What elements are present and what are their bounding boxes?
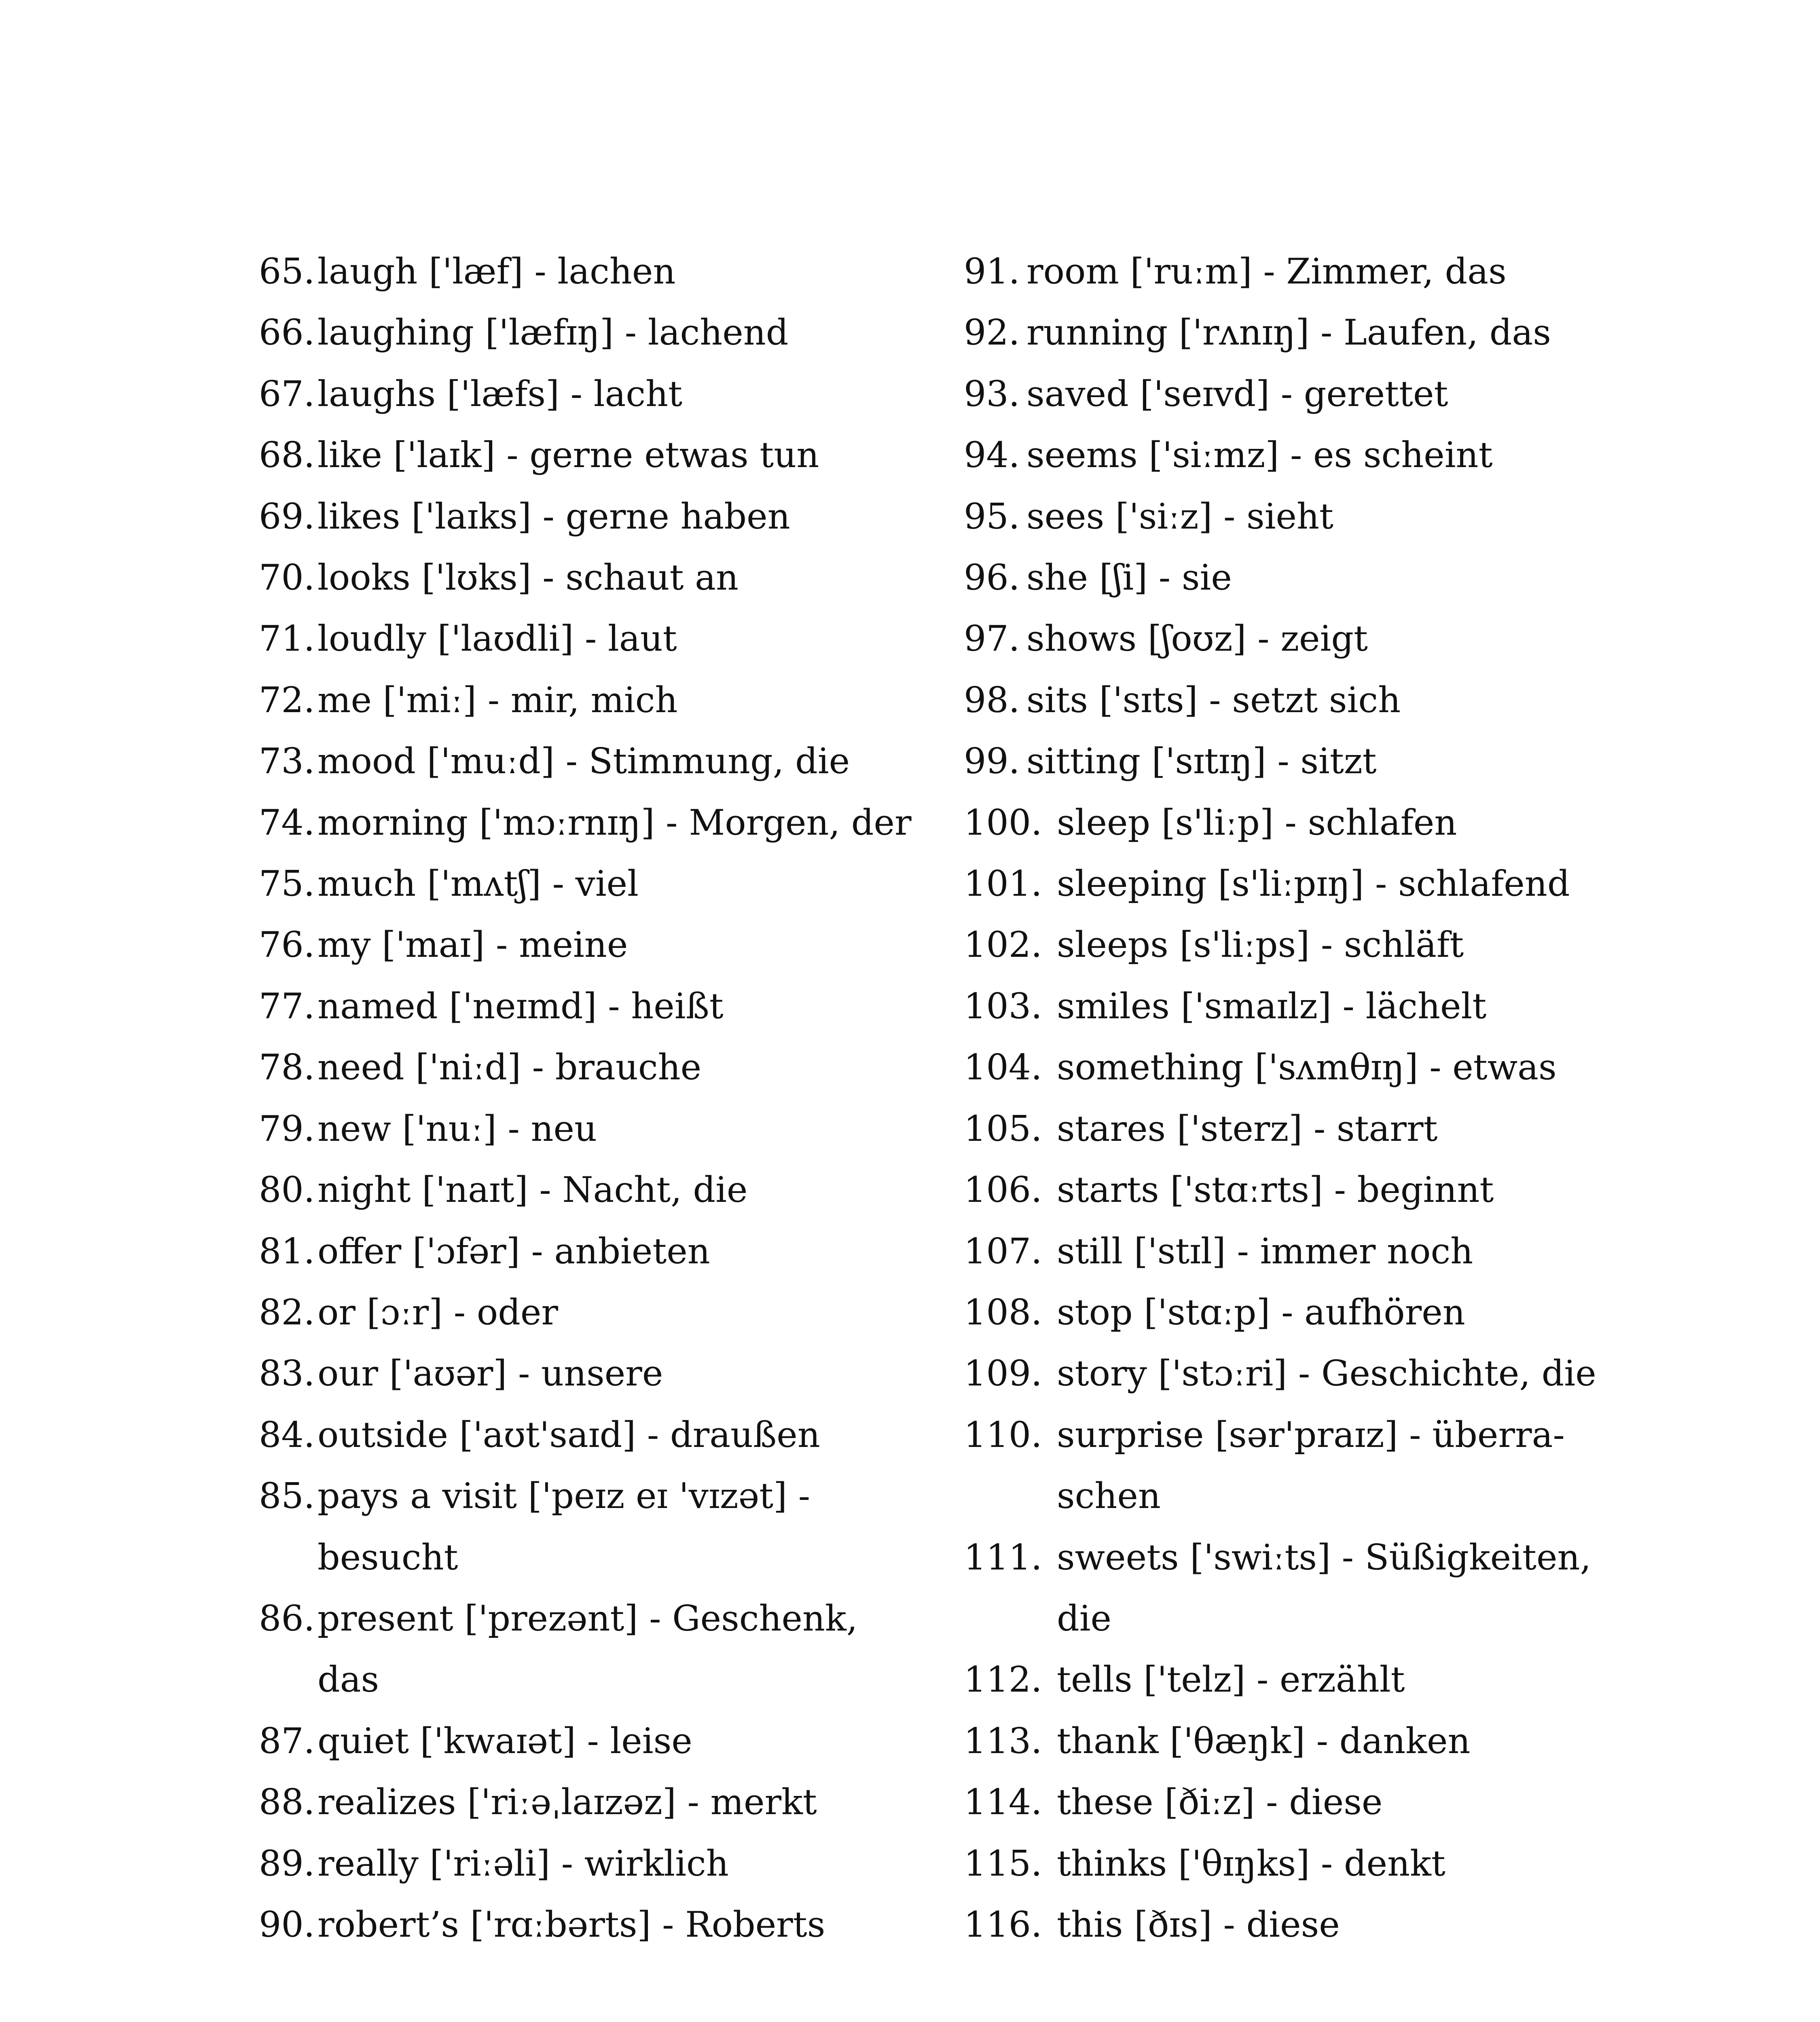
entry-number: 81.: [259, 1230, 315, 1272]
vocabulary-entry: [964, 1527, 1651, 1650]
vocabulary-entry: [259, 1711, 922, 1772]
entry-number: 97.: [964, 618, 1020, 660]
entry-number: 98.: [964, 679, 1020, 721]
entry-text: likes ['laɪks] - gerne haben: [317, 495, 790, 537]
entry-text: thank ['θæŋk] - danken: [1057, 1720, 1471, 1762]
entry-text: these [ðiːz] - diese: [1057, 1781, 1383, 1823]
entry-text: smiles ['smaɪlz] - lächelt: [1057, 985, 1487, 1027]
vocabulary-entry: [259, 1833, 922, 1894]
vocabulary-entry: [259, 1404, 922, 1466]
entry-text: shows [ʃoʊz] - zeigt: [1026, 618, 1368, 660]
vocabulary-entry: [259, 1894, 922, 1955]
entry-number: 66.: [259, 312, 315, 353]
entry-text: really ['riːəli] - wirklich: [317, 1842, 729, 1884]
entry-number: 102.: [964, 924, 1042, 966]
entry-text: seems ['siːmz] - es scheint: [1026, 434, 1493, 476]
entry-text: present ['prezənt] - Geschenk, das: [317, 1597, 858, 1701]
entry-text: named ['neɪmd] - heißt: [317, 985, 724, 1027]
entry-number: 106.: [964, 1169, 1042, 1211]
vocabulary-entry: [964, 1404, 1651, 1527]
entry-number: 113.: [964, 1720, 1042, 1762]
entry-text: surprise [sər'praɪz] - überraschen: [1057, 1414, 1565, 1517]
entry-text: quiet ['kwaɪət] - leise: [317, 1720, 692, 1762]
entry-number: 85.: [259, 1475, 315, 1517]
entry-text: sits ['sɪts] - setzt sich: [1026, 679, 1401, 721]
entry-number: 105.: [964, 1108, 1042, 1149]
entry-text: saved ['seɪvd] - gerettet: [1026, 373, 1448, 415]
entry-number: 82.: [259, 1291, 315, 1333]
entry-number: 116.: [964, 1904, 1042, 1945]
vocabulary-entry: [964, 670, 1651, 731]
vocabulary-entry: [964, 1159, 1651, 1220]
entry-text: stop ['stɑːp] - aufhören: [1057, 1291, 1465, 1333]
entry-text: starts ['stɑːrts] - beginnt: [1057, 1169, 1494, 1211]
entry-number: 74.: [259, 802, 315, 843]
entry-text: loudly ['laʊdli] - laut: [317, 618, 677, 660]
vocabulary-entry: [259, 425, 922, 486]
vocabulary-entry: [259, 1221, 922, 1282]
entry-number: 70.: [259, 557, 315, 599]
entry-number: 109.: [964, 1353, 1042, 1394]
vocabulary-entry: [964, 1037, 1651, 1098]
vocabulary-entry: [964, 1649, 1651, 1710]
entry-text: my ['maɪ] - meine: [317, 924, 628, 966]
vocabulary-entry: [964, 976, 1651, 1037]
vocabulary-entry: [964, 241, 1651, 302]
entry-text: offer ['ɔfər] - anbieten: [317, 1230, 710, 1272]
entry-number: 110.: [964, 1414, 1042, 1455]
entry-number: 84.: [259, 1414, 315, 1455]
entry-text: new ['nuː] - neu: [317, 1108, 597, 1149]
entry-text: sleep [s'liːp] - schlafen: [1057, 802, 1457, 843]
vocabulary-entry: [964, 1282, 1651, 1343]
entry-number: 75.: [259, 863, 315, 905]
vocabulary-entry: [964, 486, 1651, 547]
entry-text: night ['naɪt] - Nacht, die: [317, 1169, 748, 1211]
vocabulary-entry: [259, 1098, 922, 1159]
vocabulary-entry: [259, 486, 922, 547]
entry-number: 92.: [964, 312, 1020, 353]
entry-number: 65.: [259, 251, 315, 292]
entry-number: 112.: [964, 1659, 1042, 1701]
entry-number: 100.: [964, 802, 1042, 843]
entry-text: sees ['siːz] - sieht: [1026, 495, 1333, 537]
entry-text: realizes ['riːəˌlaɪzəz] - merkt: [317, 1781, 817, 1823]
vocabulary-entry: [259, 914, 922, 975]
entry-number: 89.: [259, 1842, 315, 1884]
entry-number: 87.: [259, 1720, 315, 1762]
vocabulary-column-left: [259, 241, 922, 1955]
entry-text: sitting ['sɪtɪŋ] - sitzt: [1026, 740, 1377, 782]
entry-text: looks ['lʊks] - schaut an: [317, 557, 739, 599]
entry-number: 101.: [964, 863, 1042, 905]
entry-text: much ['mʌtʃ] - viel: [317, 863, 639, 905]
vocabulary-column-right: [964, 241, 1651, 1955]
entry-number: 80.: [259, 1169, 315, 1211]
vocabulary-entry: [964, 425, 1651, 486]
vocabulary-entry: [259, 241, 922, 302]
vocabulary-entry: [259, 1037, 922, 1098]
vocabulary-entry: [259, 731, 922, 792]
entry-number: 83.: [259, 1353, 315, 1394]
entry-text: running ['rʌnɪŋ] - Laufen, das: [1026, 312, 1551, 353]
vocabulary-entry: [964, 302, 1651, 363]
entry-number: 77.: [259, 985, 315, 1027]
vocabulary-entry: [259, 1282, 922, 1343]
entry-number: 99.: [964, 740, 1020, 782]
entry-number: 67.: [259, 373, 315, 415]
entry-text: robert’s ['rɑːbərts] - Roberts: [317, 1904, 825, 1945]
entry-number: 90.: [259, 1904, 315, 1945]
vocabulary-entry: [259, 547, 922, 608]
vocabulary-entry: [964, 731, 1651, 792]
entry-text: thinks ['θɪŋks] - denkt: [1057, 1842, 1445, 1884]
entry-number: 96.: [964, 557, 1020, 599]
entry-number: 73.: [259, 740, 315, 782]
vocabulary-entry: [259, 364, 922, 425]
entry-text: laugh ['læf] - lachen: [317, 251, 676, 292]
entry-number: 71.: [259, 618, 315, 660]
vocabulary-entry: [259, 792, 922, 853]
vocabulary-entry: [964, 1098, 1651, 1159]
entry-text: or [ɔːr] - oder: [317, 1291, 558, 1333]
entry-text: sleeping [s'liːpɪŋ] - schlafend: [1057, 863, 1570, 905]
vocabulary-entry: [964, 853, 1651, 914]
vocabulary-entry: [964, 914, 1651, 975]
entry-number: 68.: [259, 434, 315, 476]
entry-text: morning ['mɔːrnɪŋ] - Morgen, der: [317, 802, 912, 843]
entry-number: 91.: [964, 251, 1020, 292]
entry-number: 108.: [964, 1291, 1042, 1333]
entry-text: room ['ruːm] - Zimmer, das: [1026, 251, 1507, 292]
vocabulary-entry: [964, 608, 1651, 669]
vocabulary-entry: [259, 670, 922, 731]
vocabulary-entry: [964, 364, 1651, 425]
entry-text: our ['aʊər] - unsere: [317, 1353, 663, 1394]
vocabulary-entry: [259, 1343, 922, 1404]
entry-text: this [ðɪs] - diese: [1057, 1904, 1340, 1945]
entry-number: 79.: [259, 1108, 315, 1149]
entry-text: story ['stɔːri] - Geschichte, die: [1057, 1353, 1596, 1394]
entry-number: 94.: [964, 434, 1020, 476]
entry-text: pays a visit ['peɪz eɪ 'vɪzət] - besucht: [317, 1475, 811, 1578]
vocabulary-entry: [259, 1159, 922, 1220]
entry-text: laughs ['læfs] - lacht: [317, 373, 683, 415]
entry-text: me ['miː] - mir, mich: [317, 679, 678, 721]
entry-text: still ['stɪl] - immer noch: [1057, 1230, 1473, 1272]
vocabulary-entry: [259, 1588, 922, 1711]
entry-text: need ['niːd] - brauche: [317, 1047, 702, 1088]
entry-number: 111.: [964, 1536, 1042, 1578]
vocabulary-entry: [259, 1772, 922, 1833]
entry-number: 115.: [964, 1842, 1042, 1884]
vocabulary-entry: [259, 976, 922, 1037]
entry-number: 114.: [964, 1781, 1042, 1823]
vocabulary-entry: [259, 608, 922, 669]
entry-text: laughing ['læfɪŋ] - lachend: [317, 312, 789, 353]
entry-number: 107.: [964, 1230, 1042, 1272]
vocabulary-entry: [259, 1466, 922, 1588]
entry-text: sweets ['swiːts] - Süßigkeiten, die: [1057, 1536, 1591, 1639]
entry-number: 76.: [259, 924, 315, 966]
vocabulary-entry: [964, 1894, 1651, 1955]
vocabulary-entry: [964, 1343, 1651, 1404]
vocabulary-entry: [964, 792, 1651, 853]
entry-text: sleeps [s'liːps] - schläft: [1057, 924, 1464, 966]
entry-number: 78.: [259, 1047, 315, 1088]
entry-text: tells ['telz] - erzählt: [1057, 1659, 1405, 1701]
vocabulary-entry: [964, 1833, 1651, 1894]
vocabulary-entry: [259, 302, 922, 363]
vocabulary-entry: [964, 547, 1651, 608]
entry-number: 104.: [964, 1047, 1042, 1088]
vocabulary-entry: [964, 1711, 1651, 1772]
entry-number: 72.: [259, 679, 315, 721]
entry-number: 93.: [964, 373, 1020, 415]
entry-number: 88.: [259, 1781, 315, 1823]
entry-text: stares ['sterz] - starrt: [1057, 1108, 1438, 1149]
entry-number: 95.: [964, 495, 1020, 537]
entry-text: she [ʃi] - sie: [1026, 557, 1232, 599]
entry-text: like ['laɪk] - gerne etwas tun: [317, 434, 819, 476]
entry-text: outside ['aʊt'saɪd] - draußen: [317, 1414, 820, 1455]
entry-number: 86.: [259, 1597, 315, 1639]
entry-text: mood ['muːd] - Stimmung, die: [317, 740, 850, 782]
entry-number: 103.: [964, 985, 1042, 1027]
entry-text: something ['sʌmθɪŋ] - etwas: [1057, 1047, 1557, 1088]
entry-number: 69.: [259, 495, 315, 537]
vocabulary-entry: [964, 1772, 1651, 1833]
vocabulary-entry: [964, 1221, 1651, 1282]
vocabulary-entry: [259, 853, 922, 914]
